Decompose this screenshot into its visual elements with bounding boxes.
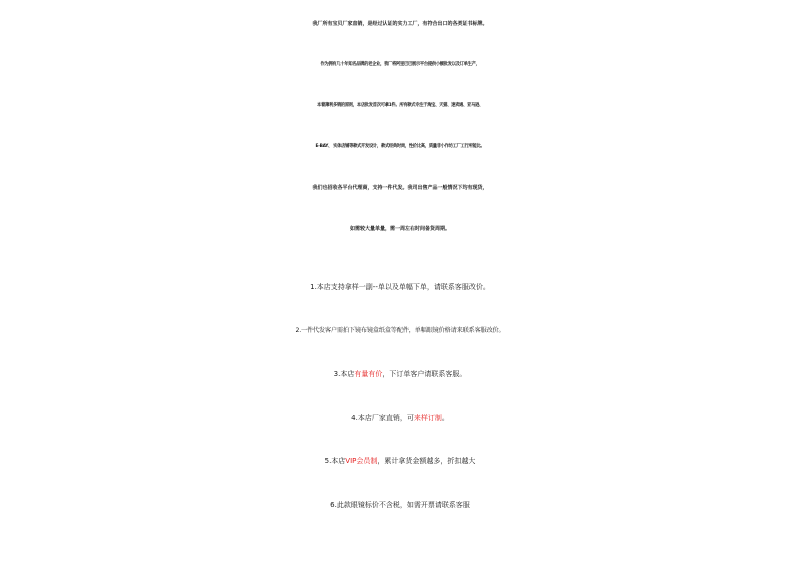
policy-item-2: 2.一件代发客户需拍下镜布镜盒纸盒等配件，单幅眼镜价格请来联系客服改价。 [295,326,505,334]
policy-item-4-highlight: 来样订制 [413,413,442,422]
policy-list [0,275,800,536]
intro-paragraph [0,14,800,260]
intro-line-5: 我们也招收各平台代理商，支持一件代发。我司出售产品一般情况下均有现货， [312,185,488,191]
policy-item-5-highlight: VIP会员制 [345,457,378,465]
intro-line-6: 如需较大量单量，需一周左右时间备货周期。 [349,226,450,232]
policy-item-1: 1.本店支持拿样一副--单以及单幅下单，请联系客服改价。 [310,283,490,291]
policy-item-4 [0,406,800,430]
intro-line-4: E-BAY、 实体店铺等款式开发设计，款式经典时尚，性价比高，质量非小作坊工厂工行所能比。 [315,144,485,149]
policy-item-3-suffix: ，下订单客户请联系客服。 [382,370,467,378]
policy-item-4-prefix: 4.本店厂家直销，可 [351,413,414,422]
policy-item-4-suffix: 。 [441,413,449,422]
intro-line-1: 我厂所有宝贝厂家直销，是经过认证的实力工厂，有符合出口的各类证书标牌。 [312,21,488,27]
intro-line-2: 作为拥有几十年知名品牌的老企业，我厂将阿里巴巴展示平台提供小额批发以及订单生产， [320,62,480,67]
intro-line-3: 本着薄利多销的原则，本店批发首次可拿1件。所有款式专注于淘宝、天猫、速卖通、亚马逊、 [317,103,483,108]
policy-item-5-suffix: ，累计拿货金额越多，折扣越大 [377,457,476,465]
policy-item-5-prefix: 5.本店 [324,457,346,465]
policy-item-6: 6.此款眼镜标价不含税，如需开票请联系客服 [330,500,470,509]
policy-item-5 [0,449,800,473]
policy-item-3 [0,362,800,386]
policy-item-3-prefix: 3.本店 [333,370,355,378]
policy-item-3-highlight: 有量有价 [354,370,383,378]
